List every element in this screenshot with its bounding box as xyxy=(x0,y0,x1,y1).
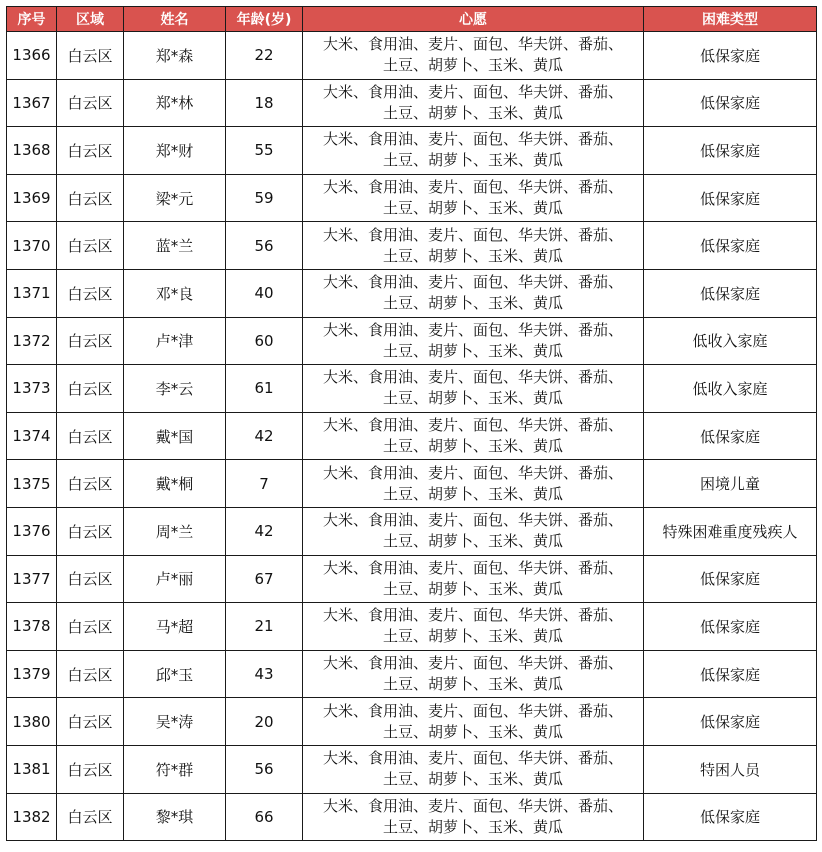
header-district: 区域 xyxy=(57,7,124,32)
cell-id: 1382 xyxy=(7,793,57,841)
wish-line-1: 大米、食用油、麦片、面包、华夫饼、番茄、 xyxy=(322,320,623,339)
cell-wish xyxy=(303,698,644,746)
cell-type: 低保家庭 xyxy=(644,79,817,127)
cell-district: 白云区 xyxy=(57,365,124,413)
cell-age: 60 xyxy=(226,317,303,365)
wish-line-1: 大米、食用油、麦片、面包、华夫饼、番茄、 xyxy=(322,606,623,625)
wish-line-1: 大米、食用油、麦片、面包、华夫饼、番茄、 xyxy=(322,654,623,673)
cell-name: 符*群 xyxy=(124,745,226,793)
cell-name: 郑*林 xyxy=(124,79,226,127)
cell-name: 蓝*兰 xyxy=(124,222,226,270)
header-row xyxy=(7,7,817,32)
cell-age: 42 xyxy=(226,412,303,460)
wish-line-2: 土豆、胡萝卜、玉米、黄瓜 xyxy=(382,56,563,75)
table-row xyxy=(7,222,817,270)
table-row xyxy=(7,460,817,508)
cell-district: 白云区 xyxy=(57,412,124,460)
cell-district: 白云区 xyxy=(57,269,124,317)
wish-line-2: 土豆、胡萝卜、玉米、黄瓜 xyxy=(382,579,563,598)
cell-wish xyxy=(303,365,644,413)
wish-line-1: 大米、食用油、麦片、面包、华夫饼、番茄、 xyxy=(322,178,623,197)
cell-district: 白云区 xyxy=(57,603,124,651)
cell-name: 马*超 xyxy=(124,603,226,651)
wish-line-1: 大米、食用油、麦片、面包、华夫饼、番茄、 xyxy=(322,273,623,292)
cell-type: 低保家庭 xyxy=(644,412,817,460)
table-row xyxy=(7,507,817,555)
header-age: 年龄(岁) xyxy=(226,7,303,32)
cell-type: 低保家庭 xyxy=(644,174,817,222)
cell-wish xyxy=(303,412,644,460)
cell-district: 白云区 xyxy=(57,174,124,222)
cell-id: 1376 xyxy=(7,507,57,555)
cell-age: 56 xyxy=(226,745,303,793)
cell-district: 白云区 xyxy=(57,698,124,746)
wish-line-2: 土豆、胡萝卜、玉米、黄瓜 xyxy=(382,437,563,456)
cell-age: 66 xyxy=(226,793,303,841)
table-row xyxy=(7,745,817,793)
cell-age: 61 xyxy=(226,365,303,413)
cell-type: 低收入家庭 xyxy=(644,365,817,413)
cell-name: 梁*元 xyxy=(124,174,226,222)
cell-wish xyxy=(303,745,644,793)
cell-district: 白云区 xyxy=(57,460,124,508)
cell-wish xyxy=(303,460,644,508)
header-id: 序号 xyxy=(7,7,57,32)
cell-name: 郑*森 xyxy=(124,32,226,80)
wish-line-2: 土豆、胡萝卜、玉米、黄瓜 xyxy=(382,484,563,503)
cell-name: 戴*国 xyxy=(124,412,226,460)
header-name: 姓名 xyxy=(124,7,226,32)
cell-district: 白云区 xyxy=(57,650,124,698)
wish-line-1: 大米、食用油、麦片、面包、华夫饼、番茄、 xyxy=(322,130,623,149)
wish-line-2: 土豆、胡萝卜、玉米、黄瓜 xyxy=(382,103,563,122)
table-header xyxy=(7,7,817,32)
cell-id: 1380 xyxy=(7,698,57,746)
table-row xyxy=(7,317,817,365)
cell-type: 低保家庭 xyxy=(644,793,817,841)
cell-district: 白云区 xyxy=(57,317,124,365)
table-body xyxy=(7,32,817,841)
table-row xyxy=(7,127,817,175)
wish-line-2: 土豆、胡萝卜、玉米、黄瓜 xyxy=(382,770,563,789)
cell-age: 21 xyxy=(226,603,303,651)
wish-line-1: 大米、食用油、麦片、面包、华夫饼、番茄、 xyxy=(322,416,623,435)
cell-age: 55 xyxy=(226,127,303,175)
wish-line-2: 土豆、胡萝卜、玉米、黄瓜 xyxy=(382,722,563,741)
cell-age: 40 xyxy=(226,269,303,317)
wish-line-2: 土豆、胡萝卜、玉米、黄瓜 xyxy=(382,246,563,265)
cell-id: 1372 xyxy=(7,317,57,365)
wish-line-2: 土豆、胡萝卜、玉米、黄瓜 xyxy=(382,675,563,694)
cell-id: 1375 xyxy=(7,460,57,508)
header-type: 困难类型 xyxy=(644,7,817,32)
table-row xyxy=(7,32,817,80)
cell-age: 22 xyxy=(226,32,303,80)
cell-wish xyxy=(303,650,644,698)
cell-id: 1379 xyxy=(7,650,57,698)
cell-age: 59 xyxy=(226,174,303,222)
table-row xyxy=(7,269,817,317)
cell-type: 低保家庭 xyxy=(644,555,817,603)
cell-wish xyxy=(303,317,644,365)
cell-wish xyxy=(303,174,644,222)
cell-district: 白云区 xyxy=(57,507,124,555)
cell-age: 56 xyxy=(226,222,303,270)
cell-id: 1374 xyxy=(7,412,57,460)
cell-wish xyxy=(303,127,644,175)
cell-name: 邱*玉 xyxy=(124,650,226,698)
cell-id: 1381 xyxy=(7,745,57,793)
cell-district: 白云区 xyxy=(57,32,124,80)
cell-age: 43 xyxy=(226,650,303,698)
cell-age: 42 xyxy=(226,507,303,555)
cell-age: 67 xyxy=(226,555,303,603)
wish-line-1: 大米、食用油、麦片、面包、华夫饼、番茄、 xyxy=(322,368,623,387)
wish-line-1: 大米、食用油、麦片、面包、华夫饼、番茄、 xyxy=(322,225,623,244)
cell-type: 低收入家庭 xyxy=(644,317,817,365)
header-wish: 心愿 xyxy=(303,7,644,32)
cell-type: 低保家庭 xyxy=(644,698,817,746)
wish-line-2: 土豆、胡萝卜、玉米、黄瓜 xyxy=(382,294,563,313)
table-row xyxy=(7,603,817,651)
cell-wish xyxy=(303,79,644,127)
table-row xyxy=(7,650,817,698)
cell-wish xyxy=(303,222,644,270)
cell-district: 白云区 xyxy=(57,222,124,270)
cell-id: 1366 xyxy=(7,32,57,80)
cell-name: 戴*桐 xyxy=(124,460,226,508)
wish-line-1: 大米、食用油、麦片、面包、华夫饼、番茄、 xyxy=(322,701,623,720)
wish-line-1: 大米、食用油、麦片、面包、华夫饼、番茄、 xyxy=(322,35,623,54)
cell-name: 邓*良 xyxy=(124,269,226,317)
cell-name: 黎*琪 xyxy=(124,793,226,841)
cell-name: 郑*财 xyxy=(124,127,226,175)
wish-line-2: 土豆、胡萝卜、玉米、黄瓜 xyxy=(382,817,563,836)
table-row xyxy=(7,555,817,603)
cell-id: 1370 xyxy=(7,222,57,270)
cell-name: 吴*涛 xyxy=(124,698,226,746)
cell-district: 白云区 xyxy=(57,127,124,175)
table-row xyxy=(7,698,817,746)
table-row xyxy=(7,412,817,460)
wish-line-2: 土豆、胡萝卜、玉米、黄瓜 xyxy=(382,199,563,218)
cell-type: 特困人员 xyxy=(644,745,817,793)
cell-type: 低保家庭 xyxy=(644,603,817,651)
wish-line-1: 大米、食用油、麦片、面包、华夫饼、番茄、 xyxy=(322,511,623,530)
cell-district: 白云区 xyxy=(57,555,124,603)
table-row xyxy=(7,793,817,841)
wish-line-2: 土豆、胡萝卜、玉米、黄瓜 xyxy=(382,627,563,646)
wish-list-table xyxy=(6,6,817,841)
table-row xyxy=(7,365,817,413)
wish-line-2: 土豆、胡萝卜、玉米、黄瓜 xyxy=(382,389,563,408)
cell-type: 特殊困难重度残疾人 xyxy=(644,507,817,555)
wish-line-2: 土豆、胡萝卜、玉米、黄瓜 xyxy=(382,532,563,551)
cell-id: 1367 xyxy=(7,79,57,127)
cell-district: 白云区 xyxy=(57,79,124,127)
wish-line-1: 大米、食用油、麦片、面包、华夫饼、番茄、 xyxy=(322,558,623,577)
cell-type: 低保家庭 xyxy=(644,127,817,175)
table-row xyxy=(7,174,817,222)
wish-line-1: 大米、食用油、麦片、面包、华夫饼、番茄、 xyxy=(322,796,623,815)
cell-type: 困境儿童 xyxy=(644,460,817,508)
wish-line-1: 大米、食用油、麦片、面包、华夫饼、番茄、 xyxy=(322,749,623,768)
cell-id: 1378 xyxy=(7,603,57,651)
table-row xyxy=(7,79,817,127)
cell-wish xyxy=(303,507,644,555)
cell-age: 7 xyxy=(226,460,303,508)
wish-line-1: 大米、食用油、麦片、面包、华夫饼、番茄、 xyxy=(322,82,623,101)
wish-line-2: 土豆、胡萝卜、玉米、黄瓜 xyxy=(382,151,563,170)
cell-type: 低保家庭 xyxy=(644,222,817,270)
cell-age: 18 xyxy=(226,79,303,127)
cell-id: 1369 xyxy=(7,174,57,222)
cell-name: 卢*丽 xyxy=(124,555,226,603)
cell-type: 低保家庭 xyxy=(644,32,817,80)
cell-wish xyxy=(303,32,644,80)
wish-line-1: 大米、食用油、麦片、面包、华夫饼、番茄、 xyxy=(322,463,623,482)
cell-district: 白云区 xyxy=(57,745,124,793)
wish-line-2: 土豆、胡萝卜、玉米、黄瓜 xyxy=(382,341,563,360)
cell-wish xyxy=(303,269,644,317)
cell-id: 1377 xyxy=(7,555,57,603)
cell-name: 李*云 xyxy=(124,365,226,413)
cell-id: 1373 xyxy=(7,365,57,413)
cell-wish xyxy=(303,555,644,603)
cell-type: 低保家庭 xyxy=(644,269,817,317)
cell-district: 白云区 xyxy=(57,793,124,841)
cell-id: 1368 xyxy=(7,127,57,175)
cell-name: 卢*津 xyxy=(124,317,226,365)
cell-wish xyxy=(303,793,644,841)
cell-wish xyxy=(303,603,644,651)
cell-id: 1371 xyxy=(7,269,57,317)
cell-name: 周*兰 xyxy=(124,507,226,555)
cell-type: 低保家庭 xyxy=(644,650,817,698)
cell-age: 20 xyxy=(226,698,303,746)
